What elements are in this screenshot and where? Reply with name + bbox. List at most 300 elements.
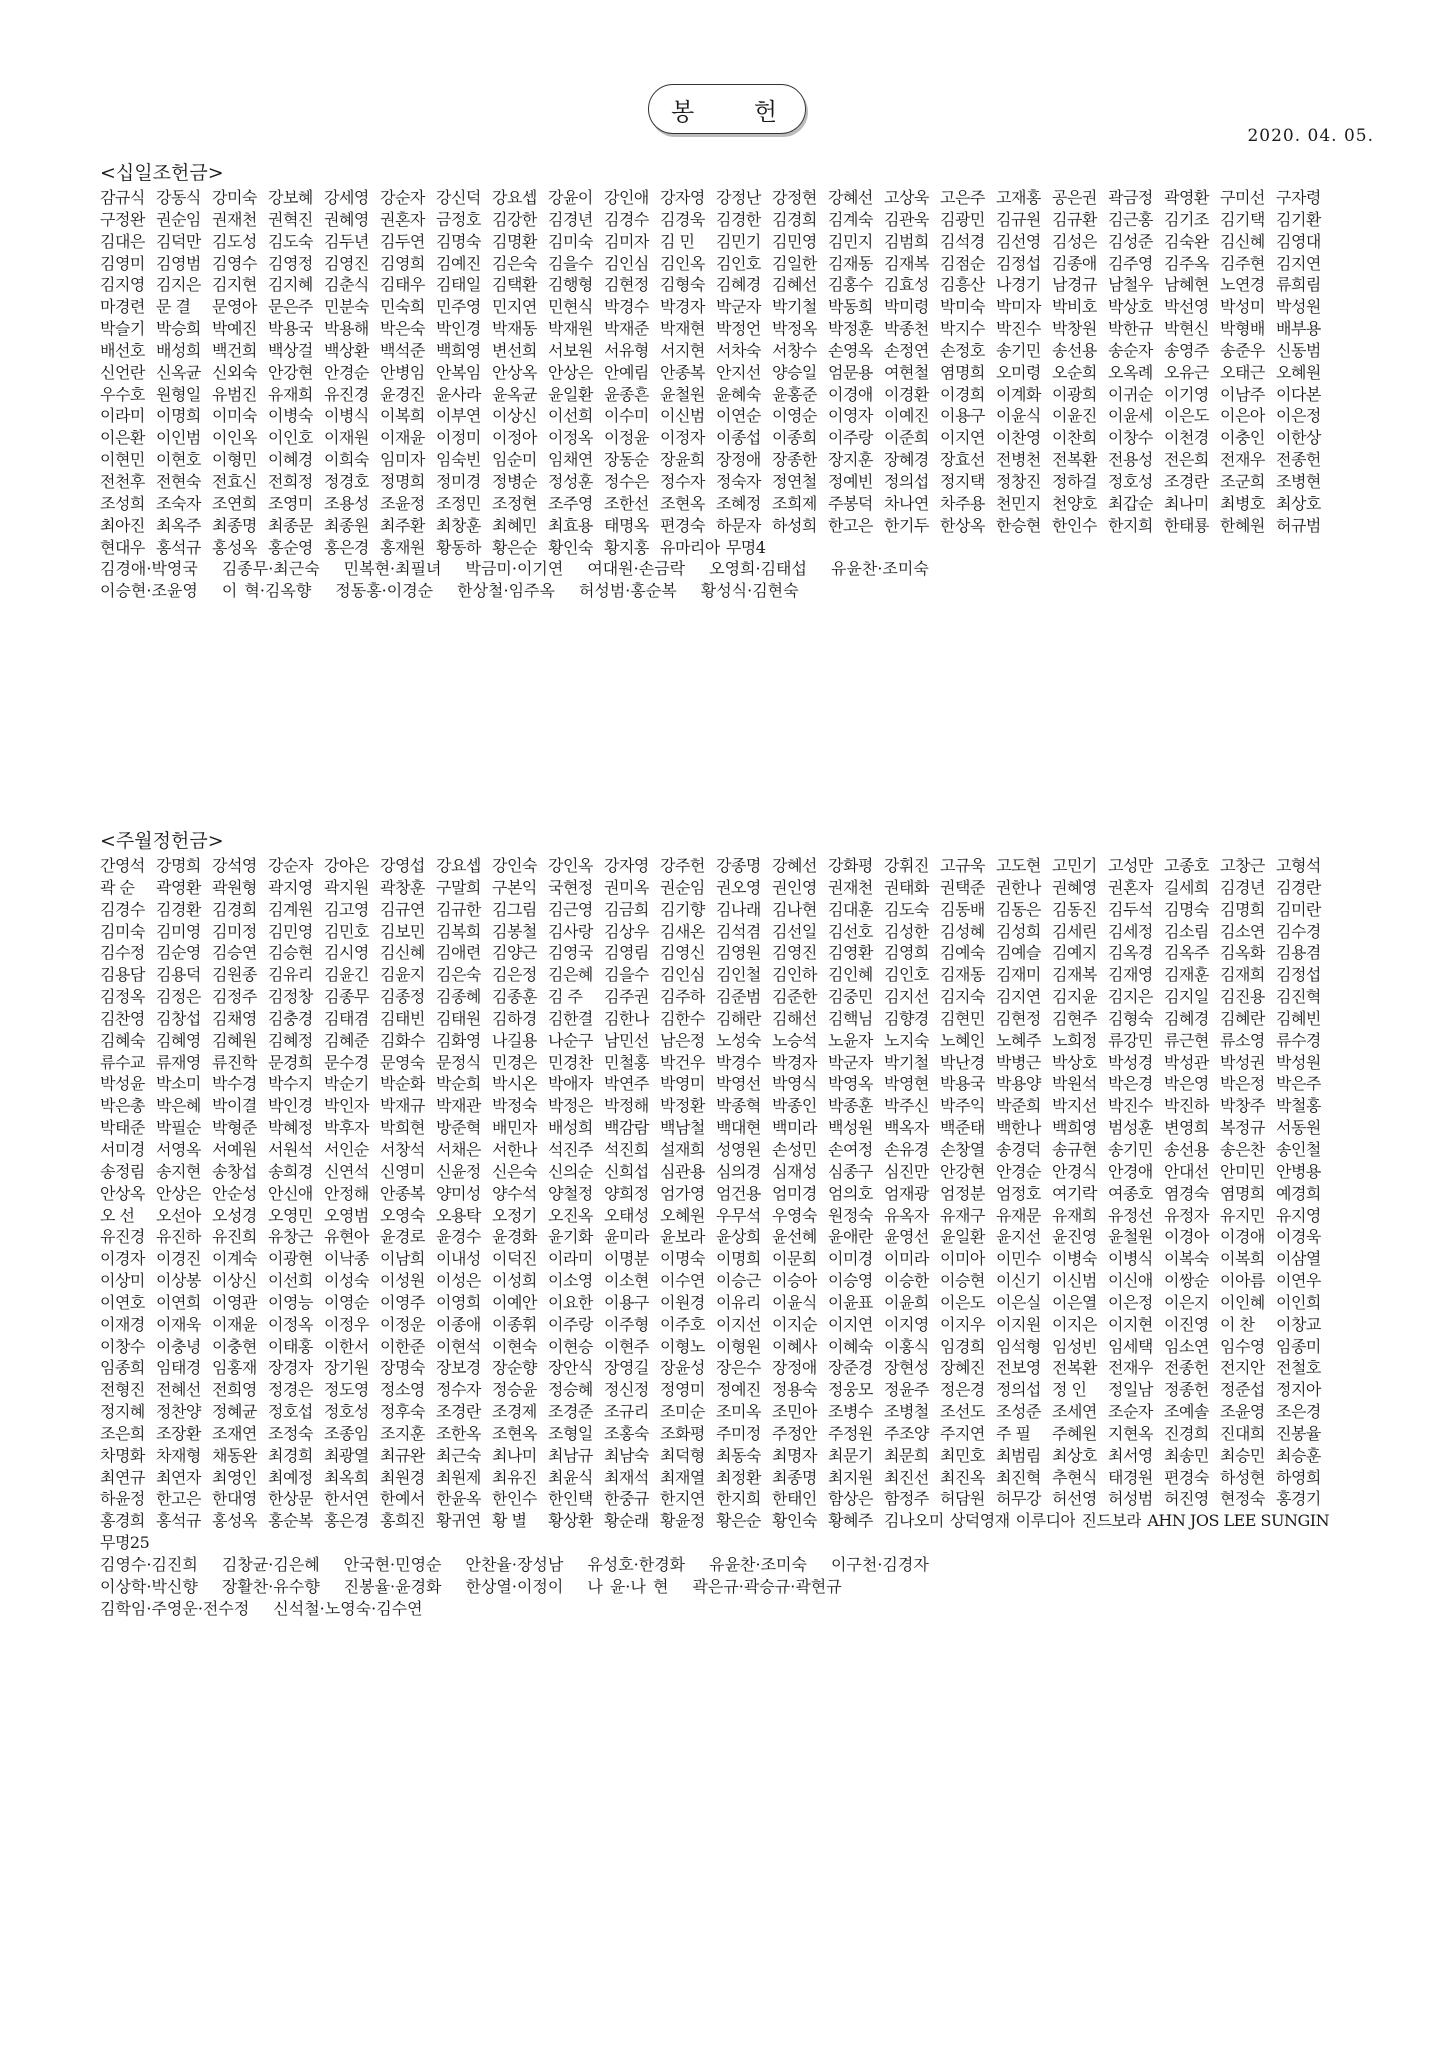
donor-name: 김형숙 <box>660 275 705 295</box>
donor-name: 최아진 <box>100 515 145 535</box>
couple-names: 이 혁·김옥향 <box>221 581 312 601</box>
donor-name: 이승영 <box>828 1271 873 1291</box>
donor-name: 배성희 <box>548 1118 593 1138</box>
donor-name: 김두석 <box>1108 899 1153 919</box>
donor-name: 손여정 <box>828 1139 873 1159</box>
donor-name: 정창진 <box>996 471 1041 491</box>
donor-name: 김중민 <box>828 987 873 1007</box>
donor-name: 이영관 <box>212 1292 257 1312</box>
weekly-monthly-name-list <box>100 855 1380 1554</box>
donor-name: 김신혜 <box>380 943 425 963</box>
donor-name: 이경애 <box>828 384 873 404</box>
donor-name: 유재희 <box>1052 1205 1097 1225</box>
donor-name: 김경년 <box>1220 877 1265 897</box>
donor-name: 최진옥 <box>940 1467 985 1487</box>
donor-name: 전복환 <box>1052 450 1097 470</box>
donor-name: 김성준 <box>1108 231 1153 251</box>
donor-name: 국현정 <box>548 877 593 897</box>
donor-name: 전지안 <box>1220 1358 1265 1378</box>
donor-name: 윤경진 <box>380 384 425 404</box>
donor-name: 나순구 <box>548 1030 593 1050</box>
donor-name: 안병용 <box>1276 1161 1321 1181</box>
donor-name: 엄건용 <box>716 1183 761 1203</box>
donor-name: 김향경 <box>884 1008 929 1028</box>
donor-name: 정찬양 <box>156 1402 201 1422</box>
couple-names: 유윤찬·조미숙 <box>709 1555 807 1574</box>
donor-name: 박미숙 <box>940 297 985 317</box>
donor-name: 송인철 <box>1276 1139 1321 1159</box>
donor-name: 박미령 <box>884 297 929 317</box>
donor-name: 엄재광 <box>884 1183 929 1203</box>
donor-name: 안경순 <box>996 1161 1041 1181</box>
donor-name: 권순임 <box>156 209 201 229</box>
donor-name: 이충현 <box>212 1336 257 1356</box>
donor-name: 엄정호 <box>996 1183 1041 1203</box>
donor-name: 신옥균 <box>156 362 201 382</box>
donor-name: 성영원 <box>716 1139 761 1159</box>
donor-name: 백상걸 <box>268 340 313 360</box>
couple-row <box>100 1576 1380 1598</box>
donor-name: 조정숙 <box>268 1423 313 1443</box>
donor-name: 마경련 <box>100 297 145 317</box>
donor-name: 김영원 <box>716 943 761 963</box>
donor-name: 김성한 <box>884 921 929 941</box>
donor-name: 백남철 <box>660 1118 705 1138</box>
couple-names: 유성호·한경화 <box>587 1555 686 1574</box>
donor-name: 박용해 <box>324 319 369 339</box>
donor-name: 이경애 <box>1220 1227 1265 1247</box>
donor-name: 조세연 <box>1052 1402 1097 1422</box>
donor-name: 이광현 <box>268 1249 313 1269</box>
donor-name: 최원경 <box>380 1467 425 1487</box>
donor-name: 이은도 <box>940 1292 985 1312</box>
donor-name: 이상미 <box>100 1271 145 1291</box>
donor-name: 김명숙 <box>436 231 481 251</box>
donor-name: 박재준 <box>604 319 649 339</box>
donor-name: 노성숙 <box>716 1030 761 1050</box>
donor-name: 임순미 <box>492 450 537 470</box>
donor-name: 이윤진 <box>1052 406 1097 426</box>
donor-name: 박재규 <box>380 1096 425 1116</box>
donor-name: 김범희 <box>884 231 929 251</box>
donor-name: 박경수 <box>604 297 649 317</box>
donor-name: 조용성 <box>324 493 369 513</box>
donor-name: 김진용 <box>1220 987 1265 1007</box>
donor-name: 허담원 <box>940 1489 985 1509</box>
donor-name: 노윤자 <box>828 1030 873 1050</box>
donor-name: 김옥주 <box>1164 943 1209 963</box>
donor-name: 최윤식 <box>548 1467 593 1487</box>
donor-name: 강인숙 <box>492 856 537 875</box>
donor-name: 김미숙 <box>548 231 593 251</box>
donor-name: 조영미 <box>268 493 313 513</box>
donor-name: 송규현 <box>1052 1139 1097 1159</box>
donor-name: 주정안 <box>772 1423 817 1443</box>
donor-name: 이재경 <box>100 1314 145 1334</box>
donor-name: 김혜선 <box>772 275 817 295</box>
donor-name: 김경욱 <box>660 209 705 229</box>
donor-name: 김 민 <box>660 231 695 251</box>
donor-name: 조은희 <box>100 1423 145 1443</box>
donor-name: 이찬희 <box>1052 428 1097 448</box>
donor-name: 김그림 <box>492 899 537 919</box>
donor-name: 최동숙 <box>716 1445 761 1465</box>
donor-name: 김인하 <box>772 965 817 985</box>
donor-name: 박재현 <box>660 319 705 339</box>
donor-name: 한윤옥 <box>436 1489 481 1509</box>
donor-name: 김태겸 <box>324 1008 369 1028</box>
donor-name: 이성원 <box>380 1271 425 1291</box>
donor-name: 박경자 <box>660 297 705 317</box>
donor-name: 김일한 <box>772 253 817 273</box>
donor-name: 안경식 <box>1052 1161 1097 1181</box>
donor-name: 구말희 <box>436 877 481 897</box>
donor-name: 유범진 <box>212 384 257 404</box>
donor-name: 민분숙 <box>324 297 369 317</box>
donor-name: 송경덕 <box>996 1139 1041 1159</box>
donor-name: 이수연 <box>660 1271 705 1291</box>
donor-name: 이형노 <box>660 1336 705 1356</box>
donor-name: 김효성 <box>884 275 929 295</box>
donor-name: 황혜주 <box>828 1511 873 1531</box>
donor-name: 이정우 <box>324 1314 369 1334</box>
donor-name: 김봉철 <box>492 921 537 941</box>
donor-name: 강순자 <box>268 856 313 875</box>
couple-names: 이구천·김경자 <box>830 1555 929 1574</box>
donor-name: 이병숙 <box>268 406 313 426</box>
donor-name: 박동희 <box>828 297 873 317</box>
donor-name: 박정환 <box>660 1096 705 1116</box>
donor-name: 권혼자 <box>380 209 425 229</box>
donor-name: 이유리 <box>716 1292 761 1312</box>
donor-name: 박영현 <box>884 1074 929 1094</box>
donor-name: 진드보라 <box>1081 1511 1142 1531</box>
donor-name: 이재윤 <box>212 1314 257 1334</box>
donor-name: 오용탁 <box>436 1205 481 1225</box>
donor-name: 유옥자 <box>884 1205 929 1225</box>
donor-name: 강아은 <box>324 856 369 875</box>
donor-name: 김정주 <box>212 987 257 1007</box>
donor-name: 남철우 <box>1108 275 1153 295</box>
donor-name: 정경은 <box>268 1380 313 1400</box>
donor-name: 정지아 <box>1276 1380 1321 1400</box>
couple-names: 유윤찬·조미숙 <box>830 559 929 579</box>
donor-name: 김규환 <box>1052 209 1097 229</box>
donor-name: 한예서 <box>380 1489 425 1509</box>
donor-name: 오혜원 <box>660 1205 705 1225</box>
donor-name: 박종훈 <box>828 1096 873 1116</box>
donor-name: 안지선 <box>716 362 761 382</box>
donor-name: 신외숙 <box>212 362 257 382</box>
donor-name: 김종정 <box>380 987 425 1007</box>
donor-name: 최주환 <box>380 515 425 535</box>
donor-name: 김강한 <box>492 209 537 229</box>
donor-name: 서예원 <box>212 1139 257 1159</box>
donor-name: 강화평 <box>828 856 873 875</box>
donor-name: 차재형 <box>156 1445 201 1465</box>
donor-name: 서차숙 <box>716 340 761 360</box>
donor-name: 백희영 <box>436 340 481 360</box>
donor-name: 김예지 <box>1052 943 1097 963</box>
donor-name: 홍성옥 <box>212 537 257 557</box>
donor-name: 이영능 <box>268 1292 313 1312</box>
donor-name: 조선도 <box>940 1402 985 1422</box>
donor-name: 박지선 <box>1052 1096 1097 1116</box>
donor-name: 김현주 <box>1052 1008 1097 1028</box>
donor-name: 신동범 <box>1276 340 1321 360</box>
donor-name: 박정숙 <box>492 1096 537 1116</box>
donor-name: 강동식 <box>156 188 201 207</box>
donor-name: 이승한 <box>884 1271 929 1291</box>
donor-name: 이연우 <box>1276 1271 1321 1291</box>
donor-name: 김양근 <box>492 943 537 963</box>
donor-name: 김미숙 <box>100 921 145 941</box>
donor-name: 김충경 <box>268 1008 313 1028</box>
donor-name: 민경찬 <box>548 1052 593 1072</box>
donor-name: 김재동 <box>940 965 985 985</box>
donor-name: 박준희 <box>996 1096 1041 1116</box>
donor-name: 이혜경 <box>268 450 313 470</box>
donor-name: 이승아 <box>772 1271 817 1291</box>
donor-name: 이인혜 <box>1220 1292 1265 1312</box>
tithe-section <box>100 160 1380 602</box>
donor-name: 김재미 <box>996 965 1041 985</box>
donor-name: 박용양 <box>996 1074 1041 1094</box>
donor-name: 오 선 <box>100 1205 135 1225</box>
donor-name: 김복희 <box>436 921 481 941</box>
donor-name: 김고영 <box>324 899 369 919</box>
donor-name: 문정식 <box>436 1052 481 1072</box>
donor-name: 문 결 <box>156 297 191 317</box>
donor-name: 염명희 <box>940 362 985 382</box>
donor-name: 김혜숙 <box>100 1030 145 1050</box>
donor-name: 김주권 <box>604 987 649 1007</box>
donor-name: 김지혜 <box>268 275 313 295</box>
couple-row <box>100 1554 1380 1576</box>
donor-name: 이희숙 <box>324 450 369 470</box>
donor-name: 노혜인 <box>940 1030 985 1050</box>
donor-name: 이영주 <box>380 1292 425 1312</box>
donor-name: 강종명 <box>716 856 761 875</box>
donor-name: 김진혁 <box>1276 987 1321 1007</box>
donor-name: 조장환 <box>156 1423 201 1443</box>
donor-name: 이은아 <box>1220 406 1265 426</box>
donor-name: 윤상희 <box>716 1227 761 1247</box>
donor-name: 이아름 <box>1220 1271 1265 1291</box>
donor-name: 전병천 <box>996 450 1041 470</box>
donor-name: 송희경 <box>268 1161 313 1181</box>
donor-name: 윤진영 <box>1052 1227 1097 1247</box>
donor-name: 김재훈 <box>1164 965 1209 985</box>
donor-name: 최범림 <box>996 1445 1041 1465</box>
donor-name: 김수정 <box>100 943 145 963</box>
donor-name: 박영미 <box>660 1074 705 1094</box>
donor-name: 전희정 <box>268 471 313 491</box>
donor-name: 김정섭 <box>996 253 1041 273</box>
donor-name: 고재홍 <box>996 188 1041 207</box>
donor-name: 황은순 <box>716 1511 761 1531</box>
donor-name: 박은숙 <box>380 319 425 339</box>
donor-name: 이영자 <box>828 406 873 426</box>
donor-name: 박재원 <box>548 319 593 339</box>
donor-name: 김옥경 <box>1108 943 1153 963</box>
couple-names: 나 윤·나 현 <box>587 1577 669 1596</box>
donor-name: 신연석 <box>324 1161 369 1181</box>
donor-name: 김화영 <box>436 1030 481 1050</box>
donor-name: 이명희 <box>156 406 201 426</box>
donor-name: 이윤세 <box>1108 406 1153 426</box>
donor-name: 이영순 <box>772 406 817 426</box>
donor-name: 윤철원 <box>1108 1227 1153 1247</box>
donor-name: 이신기 <box>996 1271 1041 1291</box>
donor-name: 전은희 <box>1164 450 1209 470</box>
donor-name: 권태화 <box>884 877 929 897</box>
donor-name: 안경순 <box>324 362 369 382</box>
donor-name: 황인숙 <box>548 537 593 557</box>
donor-name: 김 주 <box>548 987 583 1007</box>
donor-name: 최진혁 <box>996 1467 1041 1487</box>
couple-names: 황성식·김현숙 <box>700 581 799 601</box>
donor-name: 박영식 <box>772 1074 817 1094</box>
donor-name: 류재영 <box>156 1052 201 1072</box>
donor-name: 김용담 <box>100 965 145 985</box>
donor-name: 주정원 <box>828 1423 873 1443</box>
donor-name: 장현성 <box>884 1358 929 1378</box>
donor-name: 강인옥 <box>548 856 593 875</box>
donor-name: 전현숙 <box>156 471 201 491</box>
donor-name: 박성원 <box>1276 297 1321 317</box>
donor-name: 이혜숙 <box>828 1336 873 1356</box>
donor-name: 조혜정 <box>716 493 761 513</box>
donor-name: 강인애 <box>604 188 649 207</box>
donor-name: 안대선 <box>1164 1161 1209 1181</box>
donor-name: 이승현 <box>940 1271 985 1291</box>
donor-name: 김영희 <box>380 253 425 273</box>
donor-name: 이은지 <box>1164 1292 1209 1312</box>
tithe-name-list <box>100 187 1380 558</box>
donor-name: 김태우 <box>380 275 425 295</box>
donor-name: 박승희 <box>156 319 201 339</box>
donor-name: 홍석규 <box>156 1511 201 1531</box>
donor-name: 허성범 <box>1108 1489 1153 1509</box>
donor-name: 이정옥 <box>268 1314 313 1334</box>
donor-name: 김명숙 <box>1164 899 1209 919</box>
donor-name: 박정은 <box>548 1096 593 1116</box>
donor-name: 구자령 <box>1276 188 1321 207</box>
donor-name: 민주영 <box>436 297 481 317</box>
donor-name: 김윤지 <box>380 965 425 985</box>
donor-name: 오성경 <box>212 1205 257 1225</box>
donor-name: 여종호 <box>1108 1183 1153 1203</box>
donor-name: 심재성 <box>772 1161 817 1181</box>
donor-name: 장지훈 <box>828 450 873 470</box>
donor-name: 이복희 <box>380 406 425 426</box>
donor-name: 조화평 <box>660 1423 705 1443</box>
donor-name: 김동배 <box>940 899 985 919</box>
donor-name: 조순자 <box>1108 1402 1153 1422</box>
couple-names: 진봉율·윤경화 <box>343 1577 442 1596</box>
donor-name: 김경수 <box>604 209 649 229</box>
donor-name: 강주헌 <box>660 856 705 875</box>
donor-name: 엄의호 <box>828 1183 873 1203</box>
donor-name: 류희림 <box>1276 275 1321 295</box>
donor-name: 김도숙 <box>884 899 929 919</box>
donor-name: 전효신 <box>212 471 257 491</box>
donor-name: 김혜경 <box>1164 1008 1209 1028</box>
donor-name: 송지현 <box>156 1161 201 1181</box>
donor-name: 박인경 <box>268 1096 313 1116</box>
donor-name: 김규원 <box>996 209 1041 229</box>
donor-name: 이지영 <box>884 1314 929 1334</box>
donor-name: 정명희 <box>380 471 425 491</box>
donor-name: 무명25 <box>100 1533 150 1553</box>
donor-name: 서원석 <box>268 1139 313 1159</box>
donor-name: 김윤긴 <box>324 965 369 985</box>
donor-name: 박철홍 <box>1276 1096 1321 1116</box>
donor-name: 이광희 <box>1052 384 1097 404</box>
donor-name: 김하경 <box>492 1008 537 1028</box>
donor-name: 박지수 <box>940 319 985 339</box>
donor-name: 안상옥 <box>492 362 537 382</box>
donor-name: 윤종흔 <box>604 384 649 404</box>
donor-name: 김성은 <box>1052 231 1097 251</box>
donor-name: 이현석 <box>436 1336 481 1356</box>
donor-name: 임종미 <box>1276 1336 1321 1356</box>
donor-name: 홍순영 <box>268 537 313 557</box>
donor-name: 오태성 <box>604 1205 649 1225</box>
donor-name: 한상옥 <box>940 515 985 535</box>
donor-name: 김기조 <box>1164 209 1209 229</box>
donor-name: 김승현 <box>268 943 313 963</box>
donor-name: 이복숙 <box>1164 1249 1209 1269</box>
donor-name: 박군자 <box>828 1052 873 1072</box>
donor-name: 조정현 <box>492 493 537 513</box>
donor-name: 한지희 <box>1108 515 1153 535</box>
donor-name: 백옥자 <box>884 1118 929 1138</box>
donor-name: 김용겸 <box>1276 943 1321 963</box>
donor-name: 박난경 <box>940 1052 985 1072</box>
donor-name: 최지원 <box>828 1467 873 1487</box>
donor-name: 범성훈 <box>1108 1118 1153 1138</box>
donor-name: 윤영선 <box>884 1227 929 1247</box>
donor-name: 홍은경 <box>324 537 369 557</box>
donor-name: 양수석 <box>492 1183 537 1203</box>
donor-name: 박재관 <box>436 1096 481 1116</box>
donor-name: 최옥주 <box>156 515 201 535</box>
donor-name: 김나래 <box>716 899 761 919</box>
donor-name: 서채은 <box>436 1139 481 1159</box>
donor-name: 배민자 <box>492 1118 537 1138</box>
donor-name: 설재희 <box>660 1139 705 1159</box>
donor-name: 민현식 <box>548 297 593 317</box>
donor-name: 김영환 <box>828 943 873 963</box>
donor-name: 박형배 <box>1220 319 1265 339</box>
donor-name: 류수경 <box>1276 1030 1321 1050</box>
donor-name: 박창주 <box>1220 1096 1265 1116</box>
donor-name: 임홍재 <box>212 1358 257 1378</box>
donor-name: 조윤정 <box>380 493 425 513</box>
donor-name: 김나현 <box>772 899 817 919</box>
donor-name: 신영미 <box>380 1161 425 1181</box>
donor-name: 백석준 <box>380 340 425 360</box>
donor-name: 이정아 <box>492 428 537 448</box>
donor-name: 오태근 <box>1220 362 1265 382</box>
donor-name: 최덕형 <box>660 1445 705 1465</box>
donor-name: 이예진 <box>884 406 929 426</box>
donor-name: 손정호 <box>940 340 985 360</box>
donor-name: 길세희 <box>1164 877 1209 897</box>
donor-name: 장은수 <box>716 1358 761 1378</box>
